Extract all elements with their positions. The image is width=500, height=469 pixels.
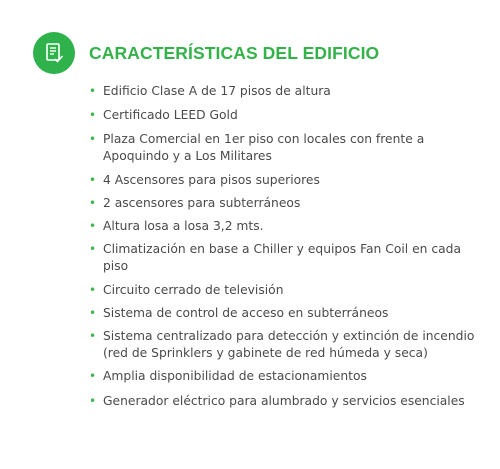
feature-text: Climatización en base a Chiller y equipos Fan Coil en cada piso	[103, 242, 462, 273]
list-item	[89, 218, 489, 235]
feature-text: Sistema centralizado para detección y extinción de incendio (red de Sprinklers y gabinete de red húmeda y seca)	[103, 329, 475, 360]
bullet: •	[89, 132, 97, 146]
list-item	[89, 107, 489, 124]
feature-text: Plaza Comercial en 1er piso con locales con frente a Apoquindo y a Los Militares	[103, 132, 425, 163]
feature-text: Circuito cerrado de televisión	[103, 283, 284, 297]
list-item	[89, 172, 489, 189]
feature-text: Certificado LEED Gold	[103, 108, 238, 122]
section-title: CARACTERÍSTICAS DEL EDIFICIO	[89, 42, 380, 63]
bullet: •	[89, 84, 97, 98]
feature-text: Amplia disponibilidad de estacionamientos	[103, 369, 367, 383]
feature-text: Generador eléctrico para alumbrado y servicios esenciales	[103, 394, 465, 408]
list-item	[89, 131, 489, 165]
list-item	[89, 368, 489, 385]
feature-text: 2 ascensores para subterráneos	[103, 196, 301, 210]
bullet: •	[89, 394, 97, 408]
list-item	[89, 305, 489, 322]
bullet: •	[89, 219, 97, 233]
feature-text: 4 Ascensores para pisos superiores	[103, 173, 320, 187]
bullet: •	[89, 196, 97, 210]
list-item	[89, 282, 489, 299]
feature-text: Edificio Clase A de 17 pisos de altura	[103, 84, 331, 98]
list-item	[89, 393, 489, 410]
bullet: •	[89, 173, 97, 187]
list-item	[89, 241, 489, 275]
list-item	[89, 195, 489, 212]
bullet: •	[89, 306, 97, 320]
list-item	[89, 328, 489, 362]
bullet: •	[89, 242, 97, 256]
bullet: •	[89, 108, 97, 122]
bullet: •	[89, 369, 97, 383]
list-item	[89, 83, 489, 100]
section-header	[33, 32, 379, 74]
feature-text: Sistema de control de acceso en subterráneos	[103, 306, 389, 320]
bullet: •	[89, 283, 97, 297]
bullet: •	[89, 329, 97, 343]
document-checklist-icon	[33, 32, 75, 74]
feature-text: Altura losa a losa 3,2 mts.	[103, 219, 264, 233]
